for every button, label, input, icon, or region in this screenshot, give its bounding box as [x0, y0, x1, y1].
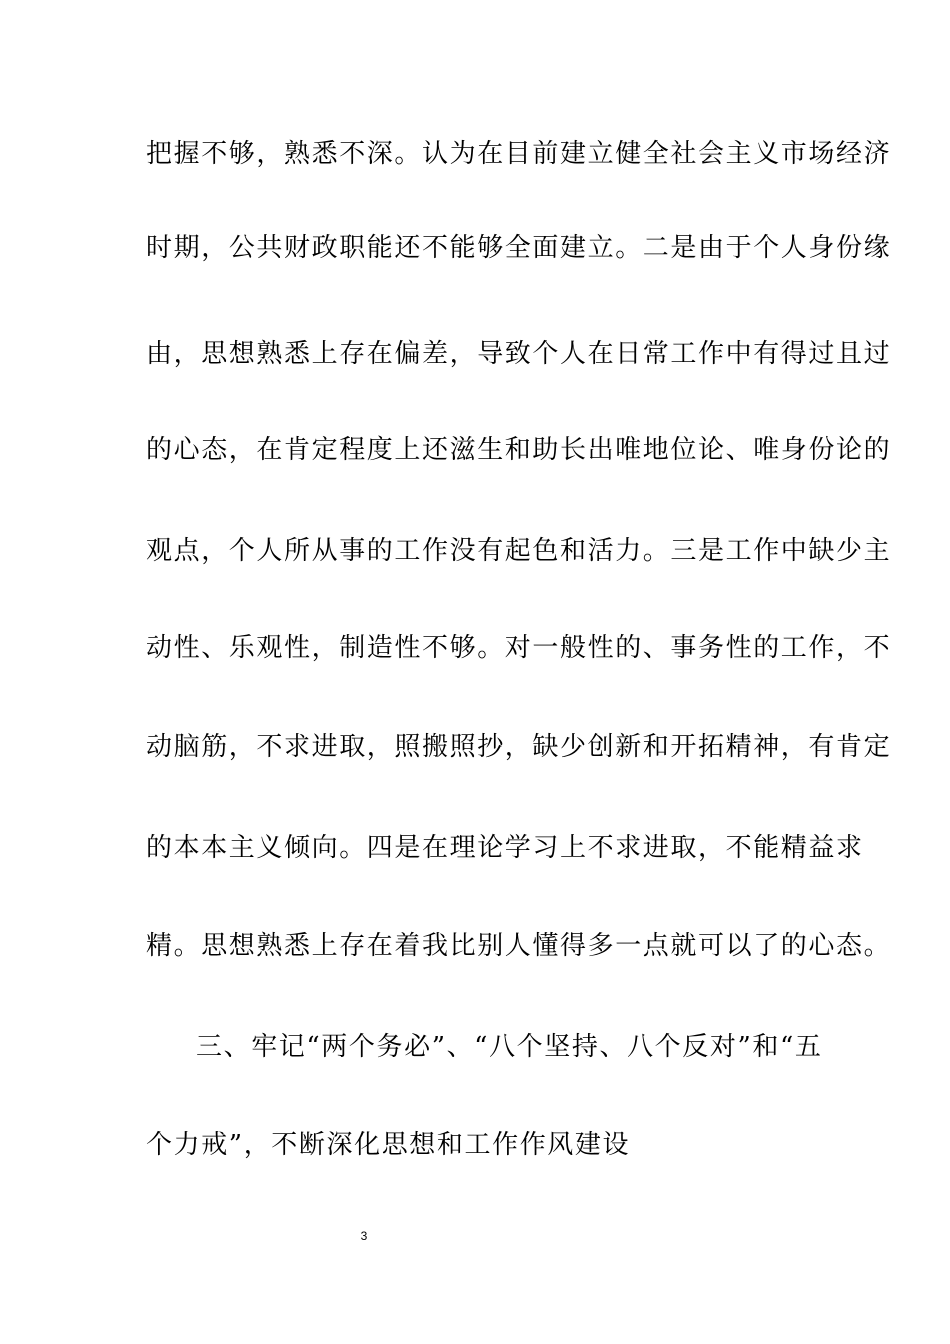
body-line: 精。思想熟悉上存在着我比别人懂得多一点就可以了的心态。	[146, 931, 892, 961]
body-line: 的本本主义倾向。四是在理论学习上不求进取，不能精益求	[146, 833, 864, 863]
body-line: 动性、乐观性，制造性不够。对一般性的、事务性的工作，不	[146, 633, 892, 663]
section-heading-line: 个力戒”，不断深化思想和工作作风建设	[146, 1130, 631, 1160]
page-number: 3	[360, 1229, 368, 1243]
body-line: 观点，个人所从事的工作没有起色和活力。三是工作中缺少主	[146, 536, 892, 566]
body-line: 把握不够，熟悉不深。认为在目前建立健全社会主义市场经济	[146, 139, 892, 169]
section-heading-line: 三、牢记“两个务必”、“八个坚持、八个反对”和“五	[196, 1032, 823, 1062]
body-line: 时期，公共财政职能还不能够全面建立。二是由于个人身份缘	[146, 233, 892, 263]
body-line: 动脑筋，不求进取，照搬照抄，缺少创新和开拓精神，有肯定	[146, 732, 892, 762]
body-line: 由，思想熟悉上存在偏差，导致个人在日常工作中有得过且过	[146, 339, 892, 369]
body-line: 的心态，在肯定程度上还滋生和助长出唯地位论、唯身份论的	[146, 435, 892, 465]
